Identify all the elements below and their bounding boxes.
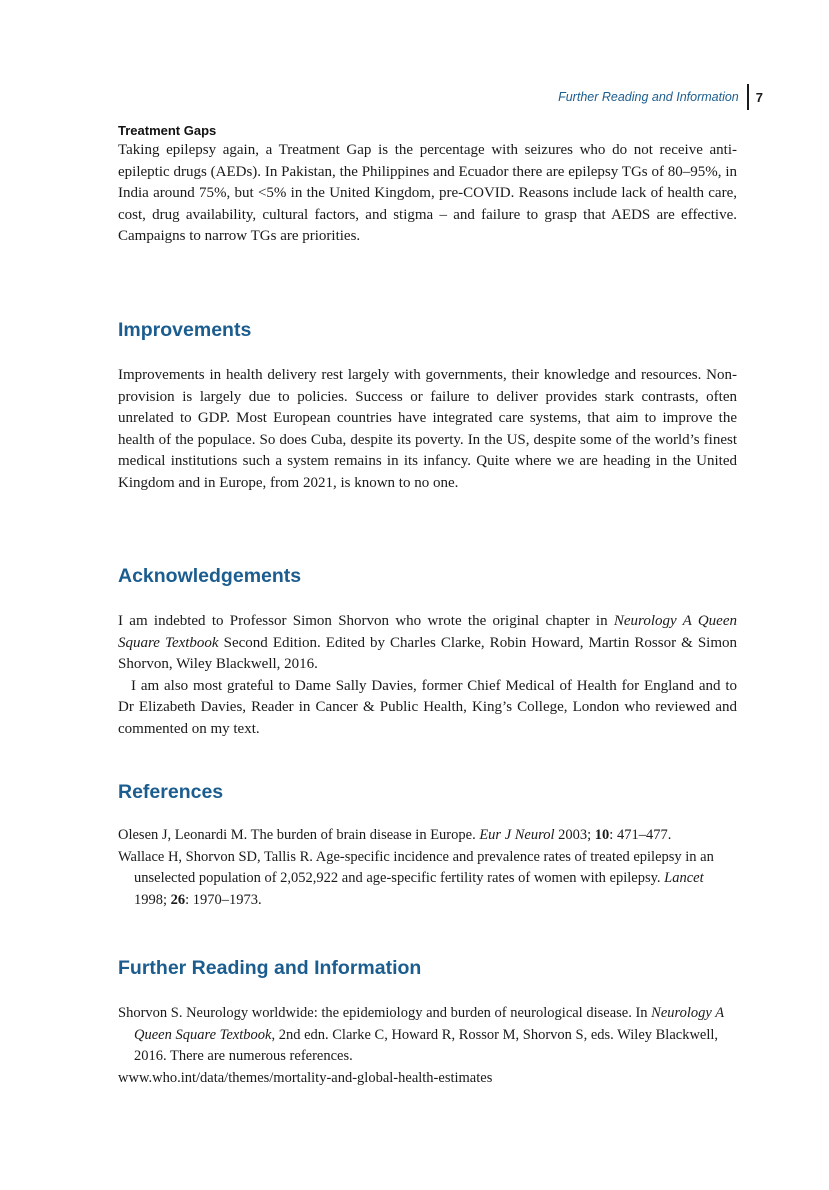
reference-year: 1998;	[134, 891, 171, 908]
improvements-heading: Improvements	[118, 319, 252, 341]
reference-entry	[118, 847, 737, 912]
further-reading-text: Shorvon S. Neurology worldwide: the epidemiology and burden of neurological disease. In	[118, 1005, 652, 1021]
treatment-gaps-section	[118, 122, 737, 248]
acknowledgements-p1-text: I am indebted to Professor Simon Shorvon who wrote the original chapter in	[118, 613, 614, 629]
page-number: 7	[755, 89, 763, 105]
reference-text: Wallace H, Shorvon SD, Tallis R. Age-specific incidence and prevalence rates of treated epilepsy in an unselected population of 2,052,922 and age-specific fertility rates of women with epilepsy.	[118, 848, 714, 886]
treatment-gaps-heading: Treatment Gaps	[118, 123, 217, 138]
further-reading-text-end: , 2nd edn. Clarke C, Howard R, Rossor M, Shorvon S, eds. Wiley Blackwell, 2016. There are numerous references.	[134, 1026, 719, 1064]
acknowledgements-heading: Acknowledgements	[118, 565, 302, 587]
references-heading: References	[118, 781, 224, 803]
acknowledgements-p1-text-end: Second Edition. Edited by Charles Clarke, Robin Howard, Martin Rossor & Simon Shorvon, Wiley Blackwell, 2016.	[118, 634, 737, 672]
acknowledgements-section	[118, 564, 737, 740]
reference-pages: : 471–477.	[609, 827, 672, 843]
reference-year: 2003;	[554, 827, 595, 843]
journal-name: Eur J Neurol	[479, 827, 555, 843]
book-title: Neurology A Queen Square Textbook	[134, 1005, 724, 1043]
reference-volume: 26	[170, 891, 186, 908]
treatment-gaps-paragraph: Taking epilepsy again, a Treatment Gap is the percentage with seizures who do not receive anti-epileptic drugs (AEDs). In Pakistan, the Philippines and Ecuador there are epilepsy TGs of 80–95%, in India around 75%, but <5% in the United Kingdom, pre-COVID. Reasons include lack of health care, cost, drug availability, cultural factors, and stigma – and failure to grasp that AEDS are effective. Campaigns to narrow TGs are priorities.	[118, 142, 737, 244]
book-title: Neurology A Queen Square Textbook	[118, 613, 737, 651]
reference-entry	[118, 825, 737, 847]
further-reading-entry	[118, 1003, 737, 1068]
further-reading-section	[118, 956, 737, 1089]
further-reading-heading: Further Reading and Information	[118, 957, 422, 979]
references-section	[118, 780, 737, 911]
acknowledgements-paragraph-1	[118, 611, 737, 676]
running-head	[558, 84, 763, 110]
running-head-title: Further Reading and Information	[558, 90, 739, 104]
acknowledgements-paragraph-2: I am also most grateful to Dame Sally Davies, former Chief Medical of Health for England and to Dr Elizabeth Davies, Reader in Cancer & Public Health, King’s College, London who reviewed and commented on my text.	[118, 677, 737, 737]
reference-volume: 10	[594, 827, 610, 843]
reference-text: Olesen J, Leonardi M. The burden of brain disease in Europe.	[118, 827, 480, 843]
improvements-section	[118, 318, 737, 494]
who-url-link[interactable]: www.who.int/data/themes/mortality-and-global-health-estimates	[118, 1069, 493, 1086]
improvements-paragraph: Improvements in health delivery rest largely with governments, their knowledge and resources. Non-provision is largely due to policies. Success or failure to deliver provides stark contrasts, often unrelated to GDP. Most European countries have integrated care systems, that aim to improve the health of the populace. So does Cuba, despite its poverty. In the US, despite some of the world’s finest medical institutions such a system remains in its infancy. Quite where we are heading in the United Kingdom and in Europe, from 2021, is known to no one.	[118, 367, 737, 491]
reference-pages: : 1970–1973.	[185, 891, 262, 908]
journal-name: Lancet	[664, 870, 704, 886]
